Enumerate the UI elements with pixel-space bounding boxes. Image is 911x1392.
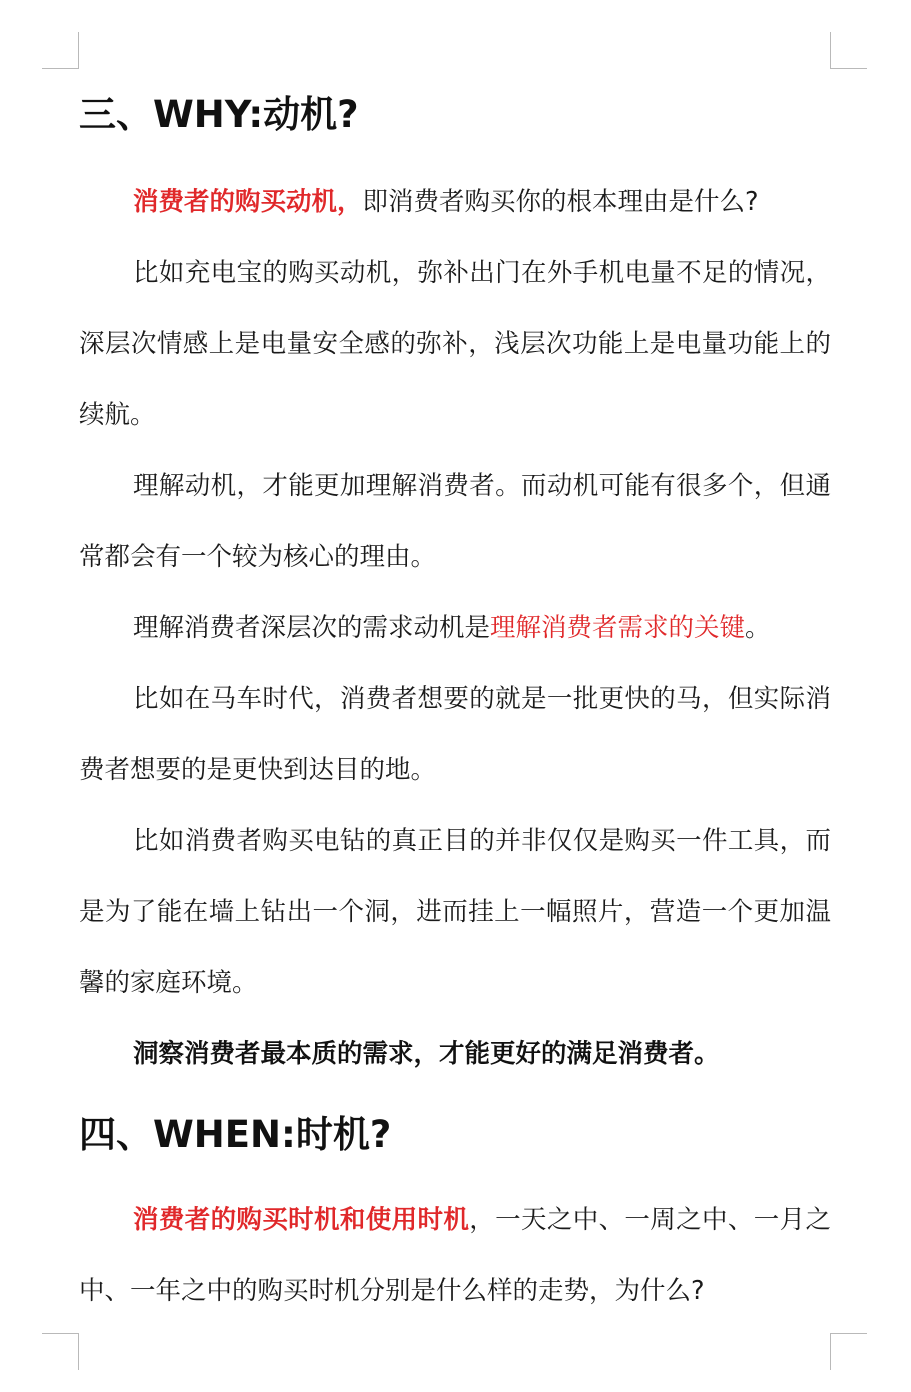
paragraph-understand-motive: 理解动机，才能更加理解消费者。而动机可能有很多个，但通常都会有一个较为核心的理由。 xyxy=(79,471,831,572)
paragraph-insight-conclusion: 洞察消费者最本质的需求，才能更好的满足消费者。 xyxy=(133,1039,720,1069)
timing-definition-text: ，一天之中、一周之中、一月之中、一年之中的购买时机分别是什么样的走势，为什么? xyxy=(79,1205,831,1306)
highlight-purchase-timing: 消费者的购买时机和使用时机 xyxy=(133,1205,470,1235)
paragraph-timing-definition xyxy=(79,1185,831,1327)
motive-definition-text: 即消费者购买你的根本理由是什么? xyxy=(362,187,759,217)
paragraph-deep-motive xyxy=(79,593,831,664)
paragraph-power-bank-example: 比如充电宝的购买动机，弥补出门在外手机电量不足的情况，深层次情感上是电量安全感的弥补，浅层次功能上是电量功能上的续航。 xyxy=(79,258,831,430)
highlight-key-to-needs: 理解消费者需求的关键 xyxy=(490,613,746,643)
highlight-purchase-motive: 消费者的购买动机， xyxy=(133,187,363,217)
heading-why: 三、WHY:动机? xyxy=(79,93,359,136)
paragraph-horse-carriage-example: 比如在马车时代，消费者想要的就是一批更快的马，但实际消费者想要的是更快到达目的地。 xyxy=(79,684,831,785)
crop-mark-top-left xyxy=(42,32,79,69)
crop-mark-top-right xyxy=(830,32,867,69)
deep-motive-period: 。 xyxy=(745,613,771,643)
crop-mark-bottom-right xyxy=(830,1333,867,1370)
paragraph-motive-definition xyxy=(79,167,831,238)
paragraph-drill-example: 比如消费者购买电钻的真正目的并非仅仅是购买一件工具，而是为了能在墙上钻出一个洞，进而挂上一幅照片，营造一个更加温馨的家庭环境。 xyxy=(79,826,831,998)
crop-mark-bottom-left xyxy=(42,1333,79,1370)
document-body xyxy=(79,90,831,1327)
deep-motive-text: 理解消费者深层次的需求动机是 xyxy=(133,613,491,643)
heading-when: 四、WHEN:时机? xyxy=(79,1113,392,1156)
